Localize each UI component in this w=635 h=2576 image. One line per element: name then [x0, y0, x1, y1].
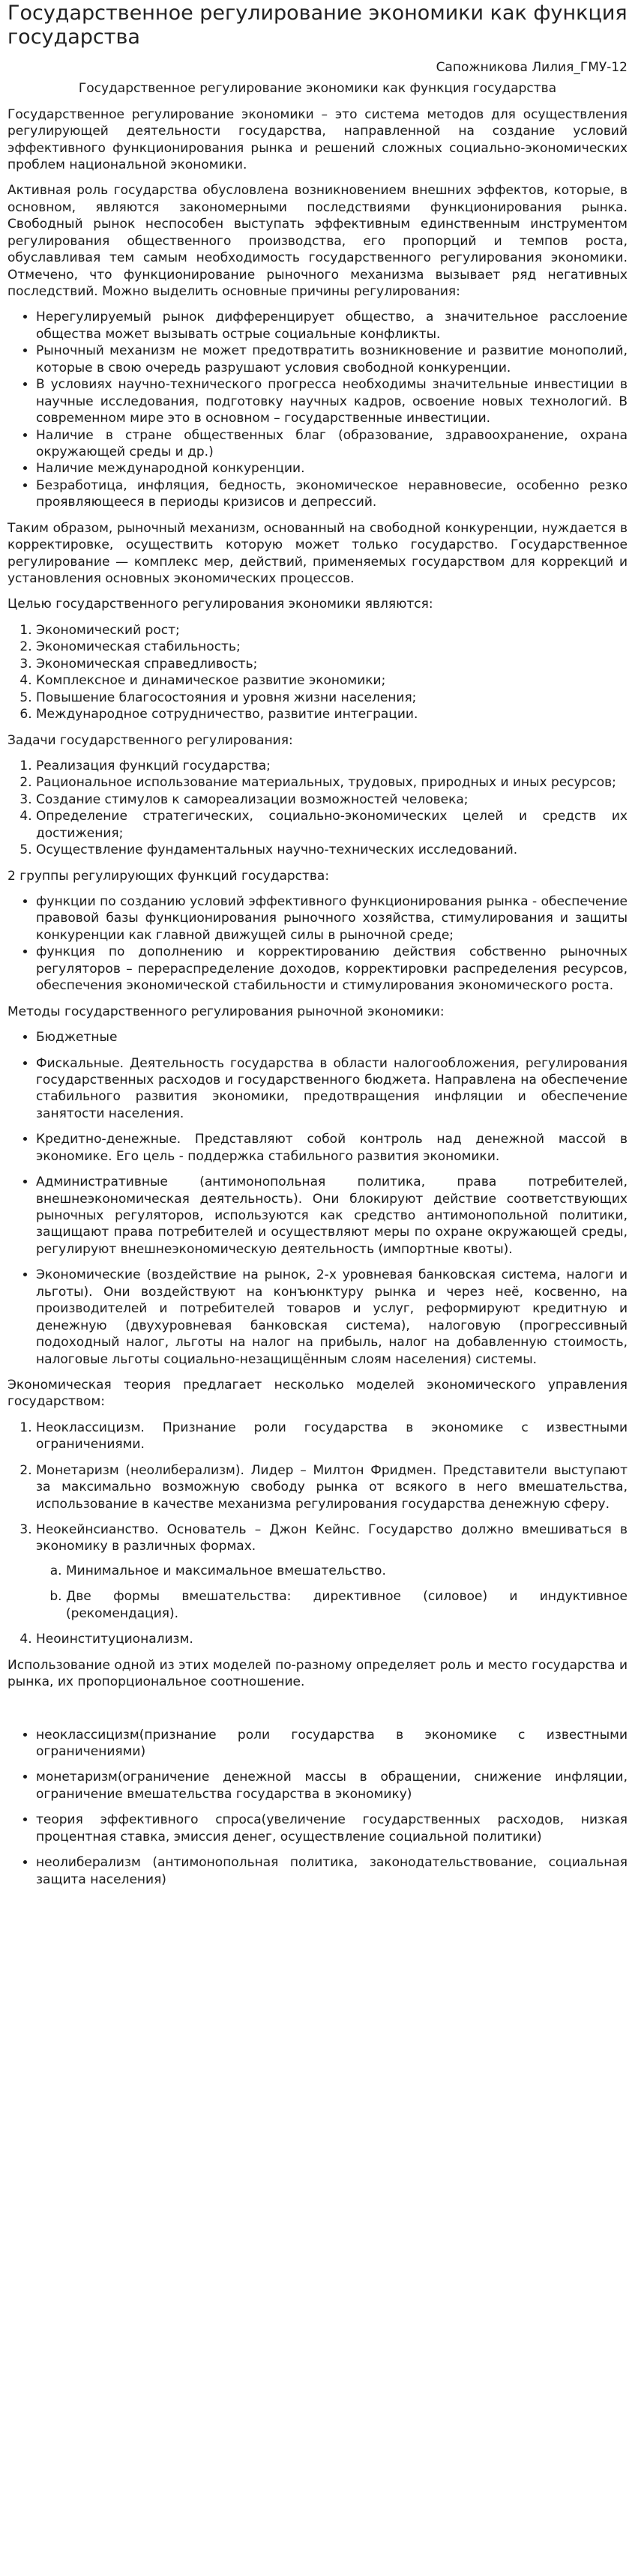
list-item: • Административные (антимонопольная политика, права потребителей, внешнеэкономическая деятельность). Они блокируют действие соответствующих рыночных регуляторов, используются как средство антимонопольной политики, защищают права потребителей и осуществляют меры по охране окружающей среды, регулируют внешнеэкономическую деятельность (импортные квоты).	[36, 1174, 628, 1258]
conclusion-paragraph: Таким образом, рыночный механизм, основанный на свободной конкуренции, нуждается в корректировке, осуществить которую может только государство. Государственное регулирование — комплекс мер, действий, применяемых государством для коррекций и установления основных экономических процессов.	[7, 520, 628, 587]
list-item: 2. Рациональное использование материальных, трудовых, природных и иных ресурсов;	[36, 774, 628, 791]
list-item: • Бюджетные	[36, 1029, 628, 1046]
list-item: • Рыночный механизм не может предотвратить возникновение и развитие монополий, которые в свою очередь разрушают условия свободной конкуренции.	[36, 343, 628, 376]
author: Сапожникова Лилия_ГМУ-12	[436, 59, 628, 75]
page-title: Государственное регулирование экономики как функция государства	[7, 1, 628, 49]
list-item: 5. Повышение благосостояния и уровня жизни населения;	[36, 690, 628, 706]
list-item: 2. Экономическая стабильность;	[36, 639, 628, 655]
list-item: • Экономические (воздействие на рынок, 2-х уровневая банковская система, налоги и льготы). Они воздействуют на конъюнктуру рынка и через неё, косвенно, на производителей и потребителей товаров и услуг, реформируют кредитную и денежную (двухуровневая банковская система), налоговую (прогрессивный подоходный налог, льготы на налог на прибыль, налог на добавленную стоимость, налоговые льготы социально-незащищённым слоям населения) системы.	[36, 1267, 628, 1368]
summary-list	[7, 1727, 628, 1889]
list-item: 5. Осуществление фундаментальных научно-технических исследований.	[36, 842, 628, 858]
list-item	[36, 1521, 628, 1622]
list-item: • Кредитно-денежные. Представляют собой контроль над денежной массой в экономике. Его цель - поддержка стабильного развития экономики.	[36, 1131, 628, 1165]
list-item: 4. Неоинституционализм.	[36, 1631, 628, 1647]
groups-heading: 2 группы регулирующих функций государства:	[7, 868, 330, 884]
list-item: • Наличие в стране общественных благ (образование, здравоохранение, охрана окружающей среды и др.)	[36, 427, 628, 461]
spacer	[7, 1700, 628, 1727]
methods-heading: Методы государственного регулирования рыночной экономики:	[7, 1004, 445, 1019]
list-item: • теория эффективного спроса(увеличение государственных расходов, низкая процентная ставка, эмиссия денег, осуществление социальной политики)	[36, 1812, 628, 1845]
list-item: • функция по дополнению и корректированию действия собственно рыночных регуляторов – перераспределение доходов, корректировки распределения ресурсов, обеспечения экономической стабильности и стимулирования экономического роста.	[36, 944, 628, 994]
usage-paragraph: Использование одной из этих моделей по-разному определяет роль и место государства и рынка, их пропорциональное соотношение.	[7, 1657, 628, 1690]
list-item-text: Неокейнсианство. Основатель – Джон Кейнс. Государство должно вмешиваться в экономику в различных формах.	[36, 1522, 628, 1554]
list-item: 1. Реализация функций государства;	[36, 758, 628, 774]
list-item: 1. Неоклассицизм. Признание роли государства в экономике с известными ограничениями.	[36, 1420, 628, 1453]
tasks-heading: Задачи государственного регулирования:	[7, 732, 293, 748]
goals-heading: Целью государственного регулирования экономики являются:	[7, 597, 433, 612]
methods-list	[7, 1029, 628, 1368]
intro-paragraph: Государственное регулирование экономики – это система методов для осуществления регулирующей деятельности государства, направленной на создание условий эффективного функционирования рынка и решений сложных социально-экономических проблем национальной экономики.	[7, 106, 628, 172]
models-list	[7, 1420, 628, 1648]
list-item: • монетаризм(ограничение денежной массы в обращении, снижение инфляции, ограничение вмешательства государства в экономику)	[36, 1769, 628, 1803]
theory-intro: Экономическая теория предлагает несколько моделей экономического управления государством:	[7, 1377, 628, 1410]
groups-list	[7, 893, 628, 995]
list-item: • неоклассицизм(признание роли государства в экономике с известными ограничениями)	[36, 1727, 628, 1761]
list-item: 3. Создание стимулов к самореализации возможностей человека;	[36, 791, 628, 808]
list-item: • Наличие международной конкуренции.	[36, 460, 628, 477]
list-item: a. Минимальное и максимальное вмешательство.	[66, 1563, 628, 1579]
list-item: • Нерегулируемый рынок дифференцирует общество, а значительное расслоение общества может вызывать острые социальные конфликты.	[36, 309, 628, 343]
list-item: 2. Монетаризм (неолиберализм). Лидер – Милтон Фридмен. Представители выступают за максимально возможную свободу рынка от всякого в него вмешательства, использование в качестве механизма регулирования государства денежную сферу.	[36, 1462, 628, 1512]
list-item: 6. Международное сотрудничество, развитие интеграции.	[36, 706, 628, 723]
goals-list	[7, 622, 628, 723]
list-item: 4. Определение стратегических, социально-экономических целей и средств их достижения;	[36, 808, 628, 842]
list-item: 4. Комплексное и динамическое развитие экономики;	[36, 672, 628, 689]
list-item: 1. Экономический рост;	[36, 622, 628, 639]
list-item: • Безработица, инфляция, бедность, экономическое неравновесие, особенно резко проявляющееся в периоды кризисов и депрессий.	[36, 477, 628, 511]
list-item: 3. Экономическая справедливость;	[36, 656, 628, 672]
tasks-list	[7, 758, 628, 859]
list-item: • В условиях научно-технического прогресса необходимы значительные инвестиции в научные исследования, подготовку научных кадров, освоение новых технологий. В современном мире это в основном – государственные инвестиции.	[36, 376, 628, 426]
list-item: • неолиберализм (антимонопольная политика, законодательствование, социальная защита населения)	[36, 1854, 628, 1888]
list-item: b. Две формы вмешательства: директивное (силовое) и индуктивное (рекомендация).	[66, 1588, 628, 1622]
list-item: • функции по созданию условий эффективного функционирования рынка - обеспечение правовой базы функционирования рыночного хозяйства, стимулирования и защиты конкуренции как главной движущей силы в рыночной среде;	[36, 893, 628, 944]
document	[0, 1, 635, 1904]
active-role-paragraph: Активная роль государства обусловлена возникновением внешних эффектов, которые, в основном, являются закономерными последствиями функционирования рынка. Свободный рынок неспособен выступать эффективным единственным инструментом регулирования общественного производства, его пропорций и темпов роста, обуславливая тем самым необходимость государственного регулирования экономики. Отмечено, что функционирование рыночного механизма вызывает ряд негативных последствий. Можно выделить основные причины регулирования:	[7, 183, 628, 300]
list-item: • Фискальные. Деятельность государства в области налогообложения, регулирования государственных расходов и государственного бюджета. Направлена на обеспечение стабильного развития экономики, предотвращения инфляции и обеспечение занятости населения.	[36, 1055, 628, 1123]
reasons-list	[7, 309, 628, 510]
keynes-forms-list	[36, 1563, 628, 1622]
subtitle: Государственное регулирование экономики как функция государства	[78, 81, 557, 97]
